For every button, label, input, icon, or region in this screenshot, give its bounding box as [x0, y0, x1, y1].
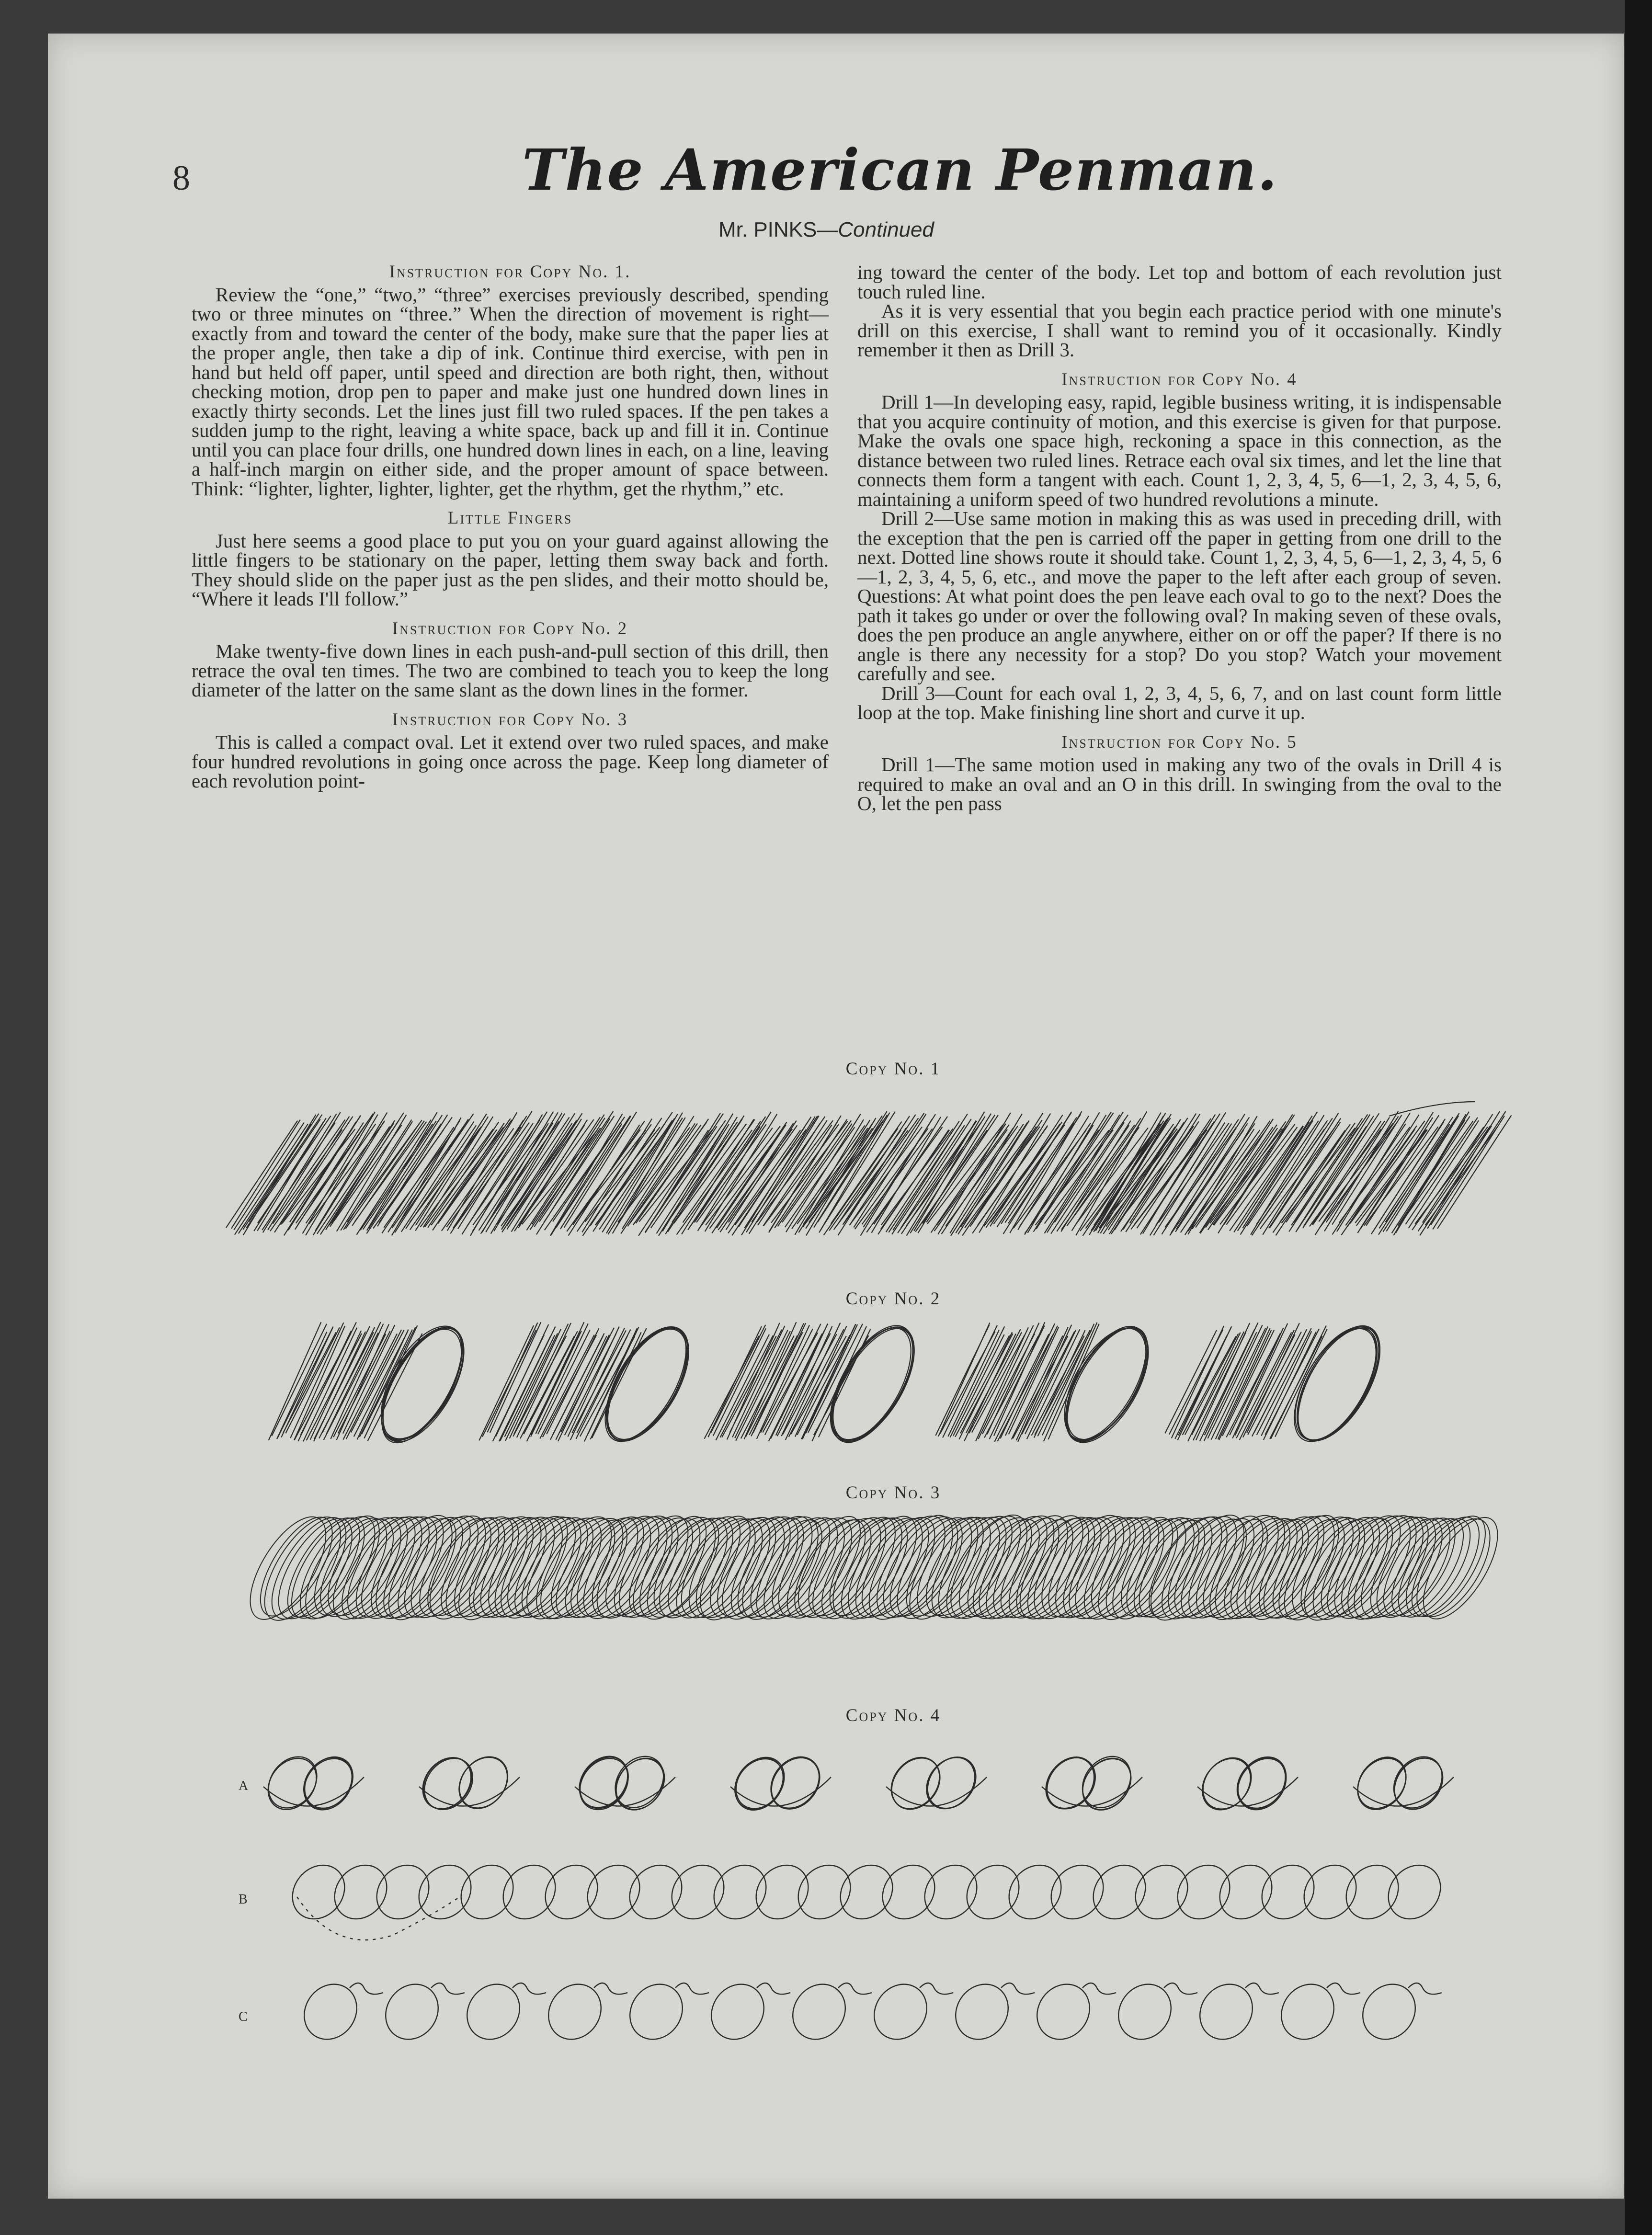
down-stroke: [802, 1324, 856, 1439]
down-stroke: [517, 1323, 571, 1437]
finishing-loop: [431, 1983, 465, 1994]
oval-row-c: [945, 1974, 1019, 2050]
drill2-paragraph: Drill 2—Use same motion in making this as was used in preceding drill, with the exception that the pen is carried off the paper in getting from one drill to the next. Dotted line shows route it should take. Count 1, 2, 3, 4, 5, 6—1, 2, 3, 4, 5, 6—1, 2, 3, 4, 5, 6, etc., and move the paper to the left after each group of seven. Questions: At what point does the pen leave each oval to go to the next? Does the path it takes go under or over the following oval? In making seven of these ovals, does the pen produce an angle anywhere, either on or off the paper? If there is no angle is there any necessity for a stop? Do you stop? Watch your movement carefully and see.: [857, 507, 1502, 684]
oval-row-c: [1108, 1974, 1182, 2050]
oval-row-c: [864, 1974, 937, 2050]
oval-row-b: [1378, 1855, 1451, 1929]
oval-row-b: [830, 1855, 903, 1929]
down-stroke: [1412, 1127, 1484, 1230]
finishing-loop: [594, 1983, 627, 1994]
down-stroke: [341, 1120, 411, 1231]
down-stroke: [1303, 1116, 1373, 1227]
oval-row-a: [1072, 1747, 1140, 1817]
oval-row-b: [619, 1855, 693, 1929]
down-stroke: [716, 1334, 769, 1440]
oval-row-c: [538, 1974, 612, 2050]
down-stroke: [522, 1130, 597, 1224]
oval-row-b: [872, 1855, 946, 1929]
little-fingers-paragraph: Just here seems a good place to put you on your guard against allowing the little fingers to be stationary on the paper, letting them sway back and forth. They should slide on the paper just as the pen slides, and their motto should be, “Where it leads I'll follow.”: [192, 529, 829, 610]
oval-row-b: [535, 1855, 608, 1929]
oval-row-b: [408, 1855, 482, 1929]
row-label-c: C: [239, 2009, 248, 2024]
oval-row-c: [1189, 1974, 1263, 2050]
oval-row-b: [745, 1855, 819, 1929]
copy4-heading: Instruction for Copy No. 4: [1061, 369, 1298, 389]
oval-row-b: [577, 1855, 650, 1929]
down-stroke: [1208, 1128, 1277, 1230]
down-stroke: [294, 1326, 345, 1440]
oval-row-a: [1037, 1747, 1105, 1818]
down-stroke: [226, 1121, 297, 1228]
down-stroke: [979, 1114, 1050, 1233]
finishing-loop: [920, 1983, 953, 1994]
subhead-continued: Continued: [838, 218, 934, 241]
down-stroke: [808, 1324, 863, 1433]
down-stroke: [269, 1322, 321, 1440]
down-stroke: [1261, 1331, 1311, 1436]
finishing-loop: [838, 1983, 872, 1994]
down-stroke: [1005, 1118, 1077, 1223]
oval-row-b: [914, 1855, 988, 1929]
copy2-heading: Instruction for Copy No. 2: [392, 618, 628, 639]
oval-retrace: [590, 1314, 706, 1454]
copy1-caption: Copy No. 1: [845, 1059, 941, 1079]
oval-row-c: [1271, 1974, 1344, 2050]
down-stroke: [914, 1112, 984, 1231]
oval-row-b: [787, 1855, 861, 1929]
oval-row-c: [701, 1974, 775, 2050]
oval-row-b: [1251, 1855, 1325, 1929]
oval-row-c: [294, 1974, 367, 2050]
oval-row-a: [725, 1749, 793, 1820]
down-stroke: [720, 1335, 773, 1437]
copy4-oval-rows: [258, 1747, 1454, 2050]
oval-row-b: [450, 1855, 524, 1929]
down-stroke: [803, 1120, 874, 1224]
finishing-loop: [675, 1983, 709, 1994]
finishing-loop: [1408, 1983, 1442, 1994]
little-fingers-heading: Little Fingers: [447, 508, 573, 528]
oval-row-c: [1026, 1974, 1100, 2050]
finishing-loop: [757, 1983, 790, 1994]
down-stroke: [700, 1128, 773, 1227]
down-stroke: [1165, 1330, 1217, 1434]
down-stroke: [326, 1322, 381, 1434]
copy2-paragraph: Make twenty-five down lines in each push-and-pull section of this drill, then retrace the oval ten times. The two are combined to teach you to keep the long diameter of the latter on the same slant as the down lines in the former.: [192, 640, 829, 701]
down-stroke: [588, 1327, 639, 1434]
copy3-continued: ing toward the center of the body. Let top and bottom of each revolution just touch ruled line.: [857, 261, 1502, 303]
down-stroke: [735, 1330, 788, 1438]
oval-row-c: [375, 1974, 449, 2050]
oval-row-b: [1209, 1855, 1283, 1929]
down-stroke: [234, 1123, 304, 1230]
oval-row-b: [1125, 1855, 1198, 1929]
oval-row-b: [366, 1855, 440, 1929]
oval-row-b: [1335, 1855, 1409, 1929]
copy5-heading: Instruction for Copy No. 5: [1061, 732, 1298, 752]
oval-row-b: [492, 1855, 566, 1929]
copy1-downline-drills: [226, 1102, 1511, 1236]
copy5-paragraph: Drill 1—The same motion used in making any two of the ovals in Drill 4 is required to make an oval and an O in this drill. In swinging from the oval to the O, let the pen pass: [857, 753, 1502, 814]
down-stroke: [1247, 1323, 1299, 1433]
oval-row-b: [1167, 1855, 1241, 1929]
oval-row-b: [998, 1855, 1072, 1929]
row-label-b: B: [239, 1892, 248, 1907]
down-stroke: [757, 1120, 833, 1222]
finishing-loop: [1327, 1983, 1360, 1994]
compact-oval: [662, 1505, 764, 1629]
oval-row-c: [1352, 1974, 1426, 2050]
oval-row-b: [324, 1855, 398, 1929]
down-stroke: [553, 1117, 625, 1221]
page-number: 8: [172, 159, 190, 198]
copy1-paragraph: Review the “one,” “two,” “three” exercises previously described, spending two or three minutes on “three.” When the direction of movement is right—exactly from and toward the center of the body, make sure that the paper lies at the proper angle, then take a dip of ink. Continue third exercise, with pen in hand but held off paper, until speed and direction are both right, then, without checking motion, drop pen to paper and make just one hundred down lines in exactly thirty seconds. Let the lines just fill two ruled spaces. If the pen takes a sudden jump to the right, leaving a white space, back up and fill it in. Continue until you can place four drills, one hundred down lines in each, on a line, leaving a half-inch margin on either side, and the proper amount of space between. Think: “lighter, lighter, lighter, lighter, get the rhythm, get the rhythm,” etc.: [192, 283, 829, 500]
oval-row-b: [661, 1855, 735, 1929]
down-stroke: [776, 1323, 828, 1435]
down-stroke: [990, 1326, 1045, 1439]
copy3-paragraph: This is called a compact oval. Let it extend over two ruled spaces, and make four hundred revolutions in going once across the page. Keep long diameter of each revolution point-: [192, 731, 829, 792]
copy2-pushpull-oval-drills: [269, 1313, 1397, 1456]
copy3-heading: Instruction for Copy No. 3: [392, 709, 628, 730]
oval-row-b: [956, 1855, 1030, 1929]
oval-row-b: [1040, 1855, 1114, 1929]
oval-row-b: [1082, 1855, 1156, 1929]
finishing-loop: [350, 1983, 383, 1994]
oval-row-c: [782, 1974, 856, 2050]
masthead-logo: The American Penman.: [522, 137, 1278, 203]
down-stroke: [1265, 1329, 1319, 1435]
finishing-loop: [1082, 1983, 1116, 1994]
down-stroke: [1312, 1121, 1381, 1224]
down-stroke: [585, 1127, 660, 1221]
oval-row-b: [703, 1855, 777, 1929]
row-label-a: A: [239, 1779, 249, 1793]
finishing-loop: [1245, 1983, 1279, 1994]
down-stroke: [531, 1322, 584, 1435]
down-stroke: [1200, 1127, 1273, 1233]
oval-row-b: [282, 1855, 355, 1929]
down-stroke: [854, 1114, 926, 1228]
copy1-heading: Instruction for Copy No. 1.: [389, 262, 631, 282]
finishing-loop: [1001, 1983, 1035, 1994]
copy2-caption: Copy No. 2: [845, 1289, 941, 1309]
down-stroke: [781, 1326, 832, 1437]
down-stroke: [753, 1323, 806, 1433]
down-stroke: [298, 1114, 373, 1224]
subhead-name: Mr. PINKS—: [718, 218, 838, 241]
down-stroke: [795, 1326, 847, 1437]
oval-row-c: [456, 1974, 530, 2050]
copy3-continued-2: As it is very essential that you begin each practice period with one minute's drill on this exercise, I shall want to remind you of it occasionally. Kindly remember it then as Drill 3.: [857, 300, 1502, 361]
finishing-loop: [513, 1983, 546, 1994]
oval-row-b: [1293, 1855, 1367, 1929]
drill1-paragraph: Drill 1—In developing easy, rapid, legible business writing, it is indispensable that you acquire continuity of motion, and this exercise is given for that purpose. Make the ovals one space high, reckoning a space in this connection, as the distance between two ruled lines. Retrace each oval six times, and let the line that connects them form a tangent with each. Count 1, 2, 3, 4, 5, 6—1, 2, 3, 4, 5, 6, maintaining a uniform speed of two hundred revolutions a minute.: [857, 391, 1502, 510]
copy4-caption: Copy No. 4: [845, 1706, 941, 1725]
down-stroke: [479, 1325, 534, 1440]
down-stroke: [871, 1117, 941, 1233]
down-stroke: [246, 1119, 320, 1228]
copy3-compact-oval-drill: [236, 1503, 1512, 1632]
drill3-paragraph: Drill 3—Count for each oval 1, 2, 3, 4, 5, 6, 7, and on last count form little loop at the top. Make finishing line short and curve it up.: [857, 682, 1502, 723]
down-stroke: [602, 1118, 674, 1232]
copy3-caption: Copy No. 3: [845, 1483, 941, 1503]
down-stroke: [1222, 1330, 1274, 1436]
finishing-loop: [1164, 1983, 1197, 1994]
down-stroke: [1364, 1127, 1438, 1226]
down-stroke: [285, 1327, 340, 1433]
oval-row-c: [619, 1974, 693, 2050]
down-stroke: [1210, 1129, 1282, 1223]
